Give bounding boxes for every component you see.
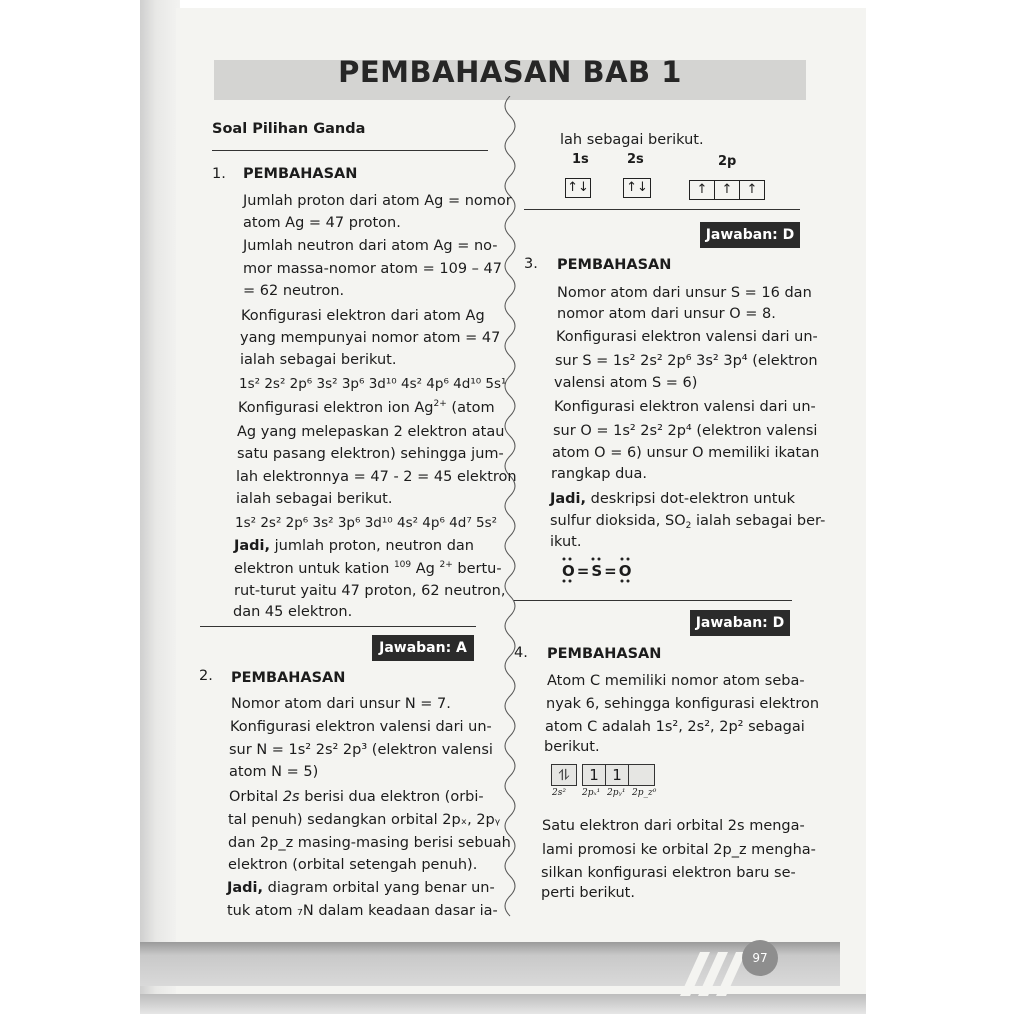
q1-line: = 62 neutron. — [243, 283, 345, 299]
config-label-2px: 2pₓ¹ — [582, 788, 601, 798]
config-box-2pz — [628, 764, 655, 786]
q3-line: Nomor atom dari unsur S = 16 dan — [557, 285, 812, 301]
q4-line: silkan konfigurasi elektron baru se- — [541, 865, 796, 881]
orbital-box-2px: ↑ — [689, 180, 715, 200]
q2-number: 2. — [199, 668, 213, 684]
q1-line: Konfigurasi elektron ion $Ag^{2+}$ (atom — [238, 399, 495, 416]
q4-line: lami promosi ke orbital 2p_z mengha- — [542, 842, 816, 858]
q1-line: Ag yang melepaskan 2 elektron atau — [237, 424, 505, 440]
q3-line: valensi atom S = 6) — [554, 375, 698, 391]
q2-line: tal penuh) sedangkan orbital 2pₓ, 2pᵧ — [228, 812, 501, 828]
q4-heading: PEMBAHASAN — [547, 646, 662, 662]
config-label-2pz: 2p_z⁰ — [632, 788, 657, 798]
q4-line: Atom C memiliki nomor atom seba- — [547, 673, 805, 689]
book-spine — [140, 0, 180, 1000]
page-title: PEMBAHASAN BAB 1 — [338, 55, 682, 89]
q1-config-ag-ion: 1s² 2s² 2p⁶ 3s² 3p⁶ 3d¹⁰ 4s² 4p⁶ 4d⁷ 5s² — [235, 515, 498, 531]
orbital-box-2s: ↑↓ — [623, 178, 651, 198]
q2-line: lah sebagai berikut. — [560, 132, 704, 148]
q2-line: atom N = 5) — [229, 764, 319, 780]
q4-line: nyak 6, sehingga konfigurasi elektron — [546, 696, 820, 712]
page-number: 97 — [742, 940, 778, 976]
q3-line: sulfur dioksida, $SO_2$ ialah sebagai ber- — [550, 513, 826, 531]
q2-answer-badge: Jawaban: D — [700, 222, 800, 248]
q1-line: ialah sebagai berikut. — [236, 491, 393, 507]
q3-number: 3. — [524, 256, 538, 272]
q1-heading: PEMBAHASAN — [243, 166, 358, 182]
q2-line: elektron (orbital setengah penuh). — [228, 857, 478, 873]
orbital-box-2py: ↑ — [714, 180, 740, 200]
q3-line: rangkap dua. — [551, 466, 647, 482]
q1-number: 1. — [212, 166, 226, 182]
section-divider — [212, 150, 488, 151]
q2-line: dan 2p_z masing-masing berisi sebuah — [228, 835, 511, 851]
q3-line: ikut. — [550, 534, 582, 550]
config-box-2px: 1 — [582, 764, 606, 786]
lewis-dots — [560, 555, 636, 587]
q3-divider — [514, 600, 792, 601]
q4-line: berikut. — [544, 739, 600, 755]
q1-line: mor massa-nomor atom = 109 – 47 — [243, 261, 502, 277]
q4-line: perti berikut. — [541, 885, 635, 901]
q3-line: nomor atom dari unsur O = 8. — [557, 306, 776, 322]
q1-line: satu pasang elektron) sehingga jum- — [237, 446, 504, 462]
q3-heading: PEMBAHASAN — [557, 257, 672, 273]
q2-line: tuk atom ₇N dalam keadaan dasar ia- — [227, 903, 498, 919]
q1-line: ialah sebagai berikut. — [240, 352, 397, 368]
lewis-structure-so2: O=S=O — [562, 562, 634, 580]
q2-line: Orbital 2s berisi dua elektron (orbi- — [229, 789, 484, 805]
q3-line: Konfigurasi elektron valensi dari un- — [556, 329, 818, 345]
q3-answer-badge: Jawaban: D — [690, 610, 790, 636]
orbital-box-2pz: ↑ — [739, 180, 765, 200]
q1-divider — [200, 626, 476, 627]
q4-line: Satu elektron dari orbital 2s menga- — [542, 818, 805, 834]
q1-line: rut-turut yaitu 47 proton, 62 neutron, — [234, 583, 506, 599]
section-title: Soal Pilihan Ganda — [212, 121, 366, 137]
q2-line: Konfigurasi elektron valensi dari un- — [230, 719, 492, 735]
q3-line: Jadi, deskripsi dot-elektron untuk — [550, 491, 796, 507]
q1-line: lah elektronnya = 47 - 2 = 45 elektron — [236, 469, 517, 485]
config-label-2py: 2pᵧ¹ — [607, 788, 626, 798]
q4-line: atom C adalah 1s², 2s², 2p² sebagai — [545, 719, 805, 735]
q2-line: sur N = 1s² 2s² 2p³ (elektron valensi — [229, 742, 493, 758]
q2-line: Nomor atom dari unsur N = 7. — [231, 696, 451, 712]
q4-number: 4. — [514, 645, 528, 661]
q1-answer-badge: Jawaban: A — [372, 635, 474, 661]
q1-line: elektron untuk kation $^{109}$ Ag $^{2+}$ bertu- — [234, 560, 502, 577]
q1-line: yang mempunyai nomor atom = 47 — [240, 330, 501, 346]
orbital-label-2s: 2s — [627, 152, 644, 167]
config-label-2s: 2s² — [552, 788, 566, 798]
q3-line: atom O = 6) unsur O memiliki ikatan — [552, 445, 820, 461]
q1-config-ag: 1s² 2s² 2p⁶ 3s² 3p⁶ 3d¹⁰ 4s² 4p⁶ 4d¹⁰ 5s¹ — [239, 376, 507, 392]
q2-heading: PEMBAHASAN — [231, 670, 346, 686]
q3-line: sur O = 1s² 2s² 2p⁴ (elektron valensi — [553, 423, 818, 439]
q1-line: Jumlah neutron dari atom Ag = no- — [243, 238, 498, 254]
q3-line: sur S = 1s² 2s² 2p⁶ 3s² 3p⁴ (elektron — [555, 353, 818, 369]
column-divider — [496, 96, 524, 926]
q3-line: Konfigurasi elektron valensi dari un- — [554, 399, 816, 415]
q2-divider — [524, 209, 800, 210]
q2-line: Jadi, diagram orbital yang benar un- — [227, 880, 495, 896]
orbital-label-2p: 2p — [718, 154, 737, 169]
q1-line: Konfigurasi elektron dari atom Ag — [241, 308, 485, 324]
q1-line: dan 45 elektron. — [233, 604, 353, 620]
page-bottom-edge — [140, 994, 866, 1014]
q1-line: Jumlah proton dari atom Ag = nomor — [243, 193, 512, 209]
config-box-2s: ⥮ — [551, 764, 577, 786]
config-box-2py: 1 — [605, 764, 629, 786]
orbital-label-1s: 1s — [572, 152, 589, 167]
orbital-box-1s: ↑↓ — [565, 178, 591, 198]
q1-line: atom Ag = 47 proton. — [243, 215, 401, 231]
q1-line: Jadi, jumlah proton, neutron dan — [234, 538, 474, 554]
